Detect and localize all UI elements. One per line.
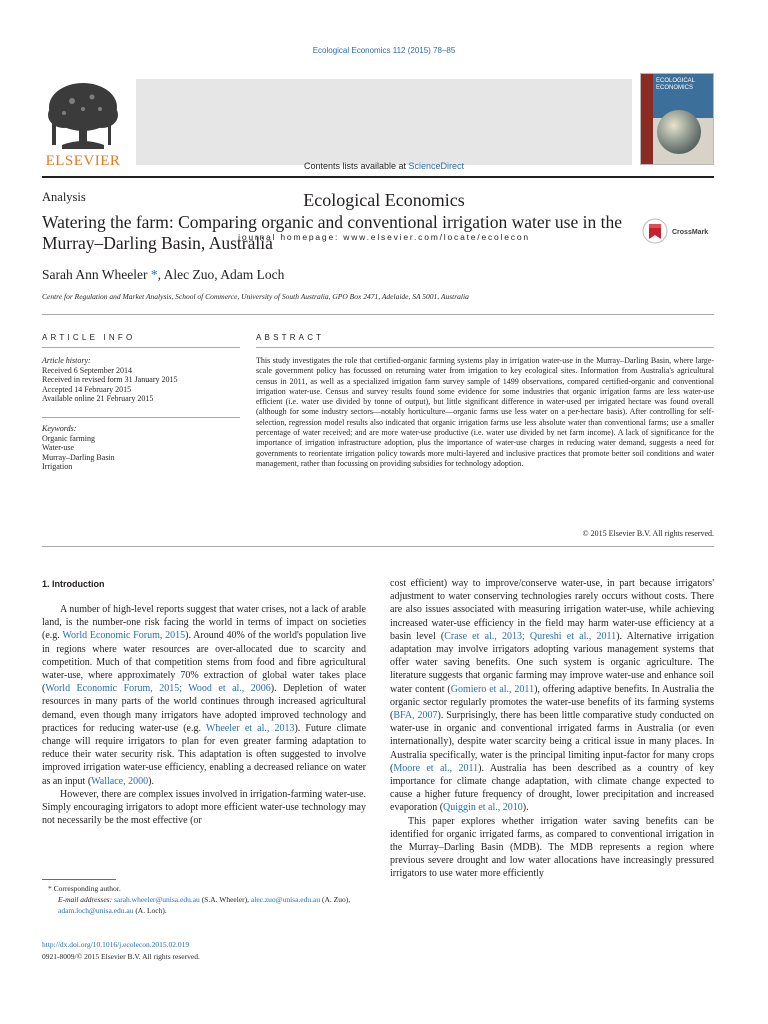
keywords-label: Keywords: [42, 424, 77, 433]
author-name: Sarah Ann Wheeler [42, 267, 151, 282]
text-run: ). Around 40% of the world's population live in regions where water resources are over-allocated due to scarcity and competition. Much of that competition stems from food and fibre agricultural water-use, where approximately 70% extraction of global water takes place ( [42, 630, 366, 695]
citation-link[interactable]: sarah.wheeler@unisa.edu.au [113, 895, 200, 904]
text-run: ). [148, 775, 154, 787]
citation-link[interactable]: Quiggin et al., 2010 [443, 802, 523, 814]
corresponding-author-marker[interactable]: * [150, 267, 158, 282]
text-run: ). Future climate change will require irrigators to plan for even greater farming adaptation to reduce their water security risk. This adaptation is often suggested to involve improved irrigation water-use efficiency, enabling a decreased reliance on water as an input ( [42, 722, 367, 787]
email-label: E-mail addresses: [58, 895, 114, 904]
body-column-right [390, 577, 714, 881]
citation-link[interactable]: alec.zuo@unisa.edu.au [250, 895, 321, 904]
article-history [42, 356, 240, 404]
author-list [42, 267, 284, 283]
divider [42, 314, 714, 315]
crossmark-label[interactable]: CrossMark [672, 229, 709, 236]
email-addresses [42, 894, 366, 916]
history-item: Received in revised form 31 January 2015 [42, 375, 178, 385]
text-run: A number of high-level reports suggest that water crises, not a lack of arable land, is the number-one risk facing the world in terms of impact on societies (e.g. [42, 604, 366, 642]
text-run: ), offering adaptive benefits. In Australia the organic sector regularly promotes the water-use benefits of its farming systems ( [390, 683, 714, 722]
citation-link[interactable]: Gomiero et al., 2011 [450, 683, 535, 695]
abstract-copyright: © 2015 Elsevier B.V. All rights reserved. [582, 529, 714, 538]
text-run: ). Australia has been described as a country of key importance for climate change adaptation, with climate change expected to cause a higher future frequency of drought, lower precipitation and increased evaporation ( [390, 762, 714, 814]
citation-link[interactable]: BFA, 2007 [393, 710, 438, 722]
issn-copyright: 0921-8009/© 2015 Elsevier B.V. All rights reserved. [42, 952, 200, 961]
citation-link[interactable]: Crase et al., 2013; Qureshi et al., 2011 [444, 630, 617, 642]
corresponding-author-note: * Corresponding author. [48, 884, 121, 893]
paragraph: However, there are complex issues involved in irrigation-farming water-use. Simply encouraging irrigators to adopt more efficient water-use technology may not necessarily be the most effective (or [42, 788, 366, 827]
keyword-item: Murray–Darling Basin [42, 452, 115, 462]
paragraph: This paper explores whether irrigation water saving benefits can be identified for organic irrigated farms, as compared to conventional irrigation in the Murray–Darling Basin (MDB). The MDB represents a region where previous severe drought and low water allocations have increasingly pressured irrigators to use water more efficiently [390, 815, 714, 880]
text-run: (A. Loch). [133, 906, 167, 915]
paragraph [42, 603, 366, 788]
keywords [42, 424, 240, 472]
body-column-left [42, 603, 366, 827]
journal-name: Ecological Economics [303, 190, 465, 210]
article-history-label: Article history: [42, 356, 91, 365]
citation-link[interactable]: World Economic Forum, 2015; Wood et al., 2006 [45, 683, 271, 695]
abstract-text: This study investigates the role that certified-organic farming systems play in irrigation water-use in the Murray–Darling Basin, where large-scale government policy has focussed on returning water from irrigation to key ecological sites. Information from Australia's agricultural census in 2011, as well as a specialized irrigation farm survey sample of 1499 observations, compared certified-organic and conventional irrigation water-use. Census and survey results found some evidence for some industries that organic irrigation farms are less water-use efficient (i.e. water use divided by tonne of output), but little significant difference in water-used per irrigated hectare was found overall (although for some industry sectors—notably horticulture—organic farms use less water on a per-hectare basis). After controlling for self-selection, regression model results also indicated that organic irrigation farms use less absolute water than conventional farms; use a smaller percentage of water received; and are more water-use productive (i.e. water use divided by net farm income). A lack of significance for the importance of irrigation infrastructure adoption, plus the importance of water-use charges in reducing water demand, suggests a need for governments to reorientate irrigation policy towards more multi-layered and inclusive practices that promote better soil conditions and water management, rather than focussing on providing subsidies for technology adoption. [256, 356, 714, 468]
header-divider [42, 176, 714, 178]
publisher-name: ELSEVIER [45, 153, 121, 167]
cover-strip [641, 74, 653, 164]
journal-homepage[interactable]: journal homepage: www.elsevier.com/locate/ecolecon [238, 232, 530, 242]
contents-line: Contents lists available at ScienceDirect [303, 161, 465, 171]
text-run: ). Alternative irrigation adaptation may involve irrigators adopting various management systems that offer water saving benefits. One such system is organic agriculture. The literature suggests that organic farming may improve water-use and enhance soil water content ( [390, 630, 714, 695]
citation-link[interactable]: Moore et al., 2011 [393, 762, 479, 774]
history-item: Available online 21 February 2015 [42, 394, 154, 404]
article-title: Watering the farm: Comparing organic and conventional irrigation water use in the Murray–Darling Basin, Australia [42, 212, 622, 253]
keyword-item: Water-use [42, 443, 75, 453]
author-affiliation: Centre for Regulation and Market Analysis, School of Commerce, University of South Australia, GPO Box 2471, Adelaide, SA 5001, Australia [42, 292, 469, 301]
doi-link[interactable]: http://dx.doi.org/10.1016/j.ecolecon.2015.02.019 [42, 940, 190, 949]
divider [42, 347, 240, 348]
elsevier-tree-logo [42, 79, 124, 167]
section-heading: 1. Introduction [42, 579, 105, 589]
cover-title: ECOLOGICAL ECONOMICS [656, 78, 695, 91]
citation-link[interactable]: World Economic Forum, 2015 [62, 630, 186, 642]
journal-reference-link[interactable]: Ecological Economics 112 (2015) 78–85 [312, 46, 456, 55]
text-run: (A. Zuo), [320, 895, 351, 904]
footnotes [42, 883, 366, 916]
text-run: ). Depletion of water resources in many parts of the world continues through increased agricultural demand, even though many irrigators have adopted improved technology and practices for reducing water-use (e.g. [42, 683, 366, 734]
footnote-divider [42, 879, 116, 880]
history-item: Received 6 September 2014 [42, 365, 132, 375]
paragraph [390, 577, 714, 815]
history-item: Accepted 14 February 2015 [42, 384, 132, 394]
divider [256, 347, 714, 348]
citation-link[interactable]: Wheeler et al., 2013 [205, 722, 295, 734]
author-names-rest: , Alec Zuo, Adam Loch [157, 267, 285, 282]
divider [42, 546, 714, 547]
text-run: ). [522, 802, 529, 814]
article-info-heading: ARTICLE INFO [42, 333, 136, 342]
text-run: ). Surprisingly, there has been little comparative study conducted on water-use in organic and conventional irrigated farms in Australia (or even internationally), despite water scarcity being a critical issue in many places. In Australia specifically, water is the principal limiting input-factor for many crops ( [390, 710, 714, 774]
text-run: cost efficient) way to improve/conserve water-use, in part because irrigators' adjustment to water conserving technologies rarely occurs without costs. There are also issues associated with measuring irrigation water-use, while achieving increased water-use efficiency in the field may harm water-use efficiency at a basin level ( [390, 578, 714, 642]
citation-link[interactable]: adam.loch@unisa.edu.au [58, 906, 134, 915]
citation-link[interactable]: Wallace, 2000 [91, 775, 149, 787]
keyword-item: Irrigation [42, 462, 73, 472]
text-run: (S.A. Wheeler), [199, 895, 251, 904]
divider [42, 417, 240, 418]
cover-globe [657, 110, 701, 154]
keyword-item: Organic farming [42, 433, 95, 443]
sciencedirect-link[interactable]: ScienceDirect [408, 161, 465, 171]
journal-cover-image [640, 73, 714, 165]
abstract-heading: ABSTRACT [256, 333, 325, 342]
article-section: Analysis [42, 190, 86, 204]
